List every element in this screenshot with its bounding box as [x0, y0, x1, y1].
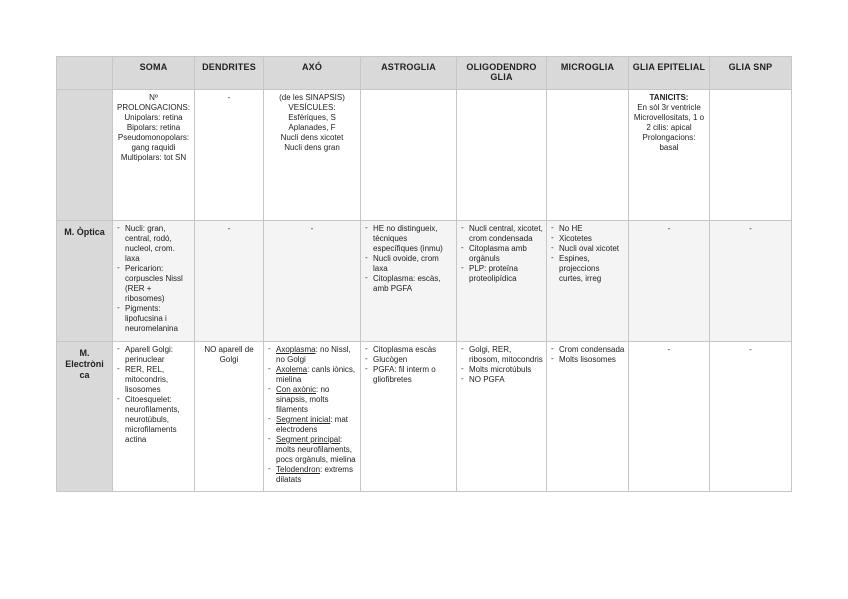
- list-item: - RER, REL, mitocondris, lisosomes: [116, 365, 191, 395]
- cell-line: 2 cilis: apical: [646, 123, 692, 132]
- term-description: : canls iònics, mielina: [276, 365, 356, 384]
- cell-glia-epitelial: [629, 90, 710, 221]
- cell-glia-epitelial: -: [629, 342, 710, 492]
- header-microglia: MICROGLIA: [547, 57, 629, 90]
- list-item: - Nucli central, xicotet, crom condensada: [460, 224, 543, 244]
- cell-line: Nucli dens gran: [284, 143, 340, 152]
- list-item: - Nucli: gran, central, rodó, nucleol, crom. laxa: [116, 224, 191, 264]
- list-item: - Espines, projeccions curtes, irreg: [550, 254, 625, 284]
- cell-line: Aplanades, F: [288, 123, 336, 132]
- row-electronica: [57, 342, 792, 492]
- cell-line: Esfèriques, S: [288, 113, 336, 122]
- bullet-list: [364, 345, 453, 385]
- histology-table: [56, 56, 792, 492]
- cell-line: Pseudomonopolars:: [117, 133, 190, 142]
- cell-line: Bipolars: retina: [126, 123, 181, 132]
- cell-dendrites: -: [195, 90, 264, 221]
- header-oligodendroglia: OLIGODENDRO GLIA: [457, 57, 547, 90]
- list-item: - Pigments: lipofucsina i neuromelanina: [116, 304, 191, 334]
- term: Con axònic: [276, 385, 317, 394]
- list-item: - No HE: [550, 224, 625, 234]
- list-item: [267, 385, 357, 415]
- term-description: : mat electrodens: [276, 415, 349, 434]
- list-item: [267, 435, 357, 465]
- cell-astroglia: [361, 221, 457, 342]
- term-description: : no sinapsis, molts filaments: [276, 385, 330, 414]
- list-item: - Molts microtúbuls: [460, 365, 543, 375]
- row-optica: [57, 221, 792, 342]
- cell-line: basal: [659, 143, 679, 152]
- header-corner: [57, 57, 113, 90]
- cell-oligodendroglia: [457, 221, 547, 342]
- list-item: - HE no distingueix, tècniques específiques (inmu): [364, 224, 453, 254]
- cell-dendrites: NO aparell de Golgi: [195, 342, 264, 492]
- header-glia-epitelial: GLIA EPITELIAL: [629, 57, 710, 90]
- cell-axo: [264, 342, 361, 492]
- header-glia-snp: GLIA SNP: [710, 57, 792, 90]
- list-item: - Citoplasma escàs: [364, 345, 453, 355]
- header-row: [57, 57, 792, 90]
- cell-oligodendroglia: [457, 342, 547, 492]
- header-axo: AXÓ: [264, 57, 361, 90]
- cell-line: Multipolars: tot SN: [120, 153, 187, 162]
- bullet-list: [460, 224, 543, 284]
- list-item: - Nucli oval xicotet: [550, 244, 625, 254]
- term: Axoplasma: [276, 345, 316, 354]
- header-soma: SOMA: [113, 57, 195, 90]
- list-item: - Golgi, RER, ribosom, mitocondris: [460, 345, 543, 365]
- cell-line: gang raquidi: [131, 143, 176, 152]
- list-item: - PGFA: fil interm o gliofibretes: [364, 365, 453, 385]
- cell-line: Microvellositats, 1 o: [633, 113, 705, 122]
- cell-line: Unipolars: retina: [124, 113, 183, 122]
- bullet-list: [116, 224, 191, 334]
- bullet-list: [364, 224, 453, 294]
- term: Segment principal: [276, 435, 341, 444]
- list-item: [267, 345, 357, 365]
- cell-glia-epitelial: -: [629, 221, 710, 342]
- list-item: - PLP: proteïna proteolipídica: [460, 264, 543, 284]
- row-label: [57, 90, 113, 221]
- row-label: M. Òptica: [57, 221, 113, 342]
- bullet-list: [116, 345, 191, 445]
- row-general: [57, 90, 792, 221]
- list-item: - NO PGFA: [460, 375, 543, 385]
- cell-axo: -: [264, 221, 361, 342]
- row-label: M. Electròni ca: [57, 342, 113, 492]
- cell-glia-snp: -: [710, 342, 792, 492]
- list-item: - Aparell Golgi: perinuclear: [116, 345, 191, 365]
- list-item: - Molts lisosomes: [550, 355, 625, 365]
- cell-line: PROLONGACIONS:: [117, 103, 190, 112]
- list-item: - Nucli ovoide, crom laxa: [364, 254, 453, 274]
- term-list: [267, 345, 357, 485]
- term: Telodendron: [276, 465, 321, 474]
- term: Axolema: [276, 365, 308, 374]
- term: Segment inicial: [276, 415, 331, 424]
- cell-microglia: [547, 342, 629, 492]
- cell-line: Nucli dens xicotet: [280, 133, 344, 142]
- term-description: : extrems dilatats: [276, 465, 353, 484]
- bullet-list: [460, 345, 543, 385]
- bullet-list: [550, 345, 625, 365]
- cell-astroglia: [361, 90, 457, 221]
- cell-glia-snp: -: [710, 221, 792, 342]
- cell-microglia: [547, 90, 629, 221]
- list-item: [267, 365, 357, 385]
- list-item: [267, 465, 357, 485]
- bullet-list: [550, 224, 625, 284]
- header-astroglia: ASTROGLIA: [361, 57, 457, 90]
- cell-microglia: [547, 221, 629, 342]
- cell-soma: [113, 221, 195, 342]
- term-description: : molts neurofilaments, pocs orgànuls, mielina: [276, 435, 356, 464]
- cell-soma: [113, 90, 195, 221]
- term-description: : no Nissl, no Golgi: [276, 345, 351, 364]
- cell-dendrites: -: [195, 221, 264, 342]
- list-item: - Citoplasma amb orgànuls: [460, 244, 543, 264]
- cell-oligodendroglia: [457, 90, 547, 221]
- tanicits-title: TANICITS:: [649, 93, 689, 102]
- tanicits-lines: [632, 103, 706, 153]
- cell-soma: [113, 342, 195, 492]
- list-item: - Glucògen: [364, 355, 453, 365]
- list-item: - Citoesquelet: neurofilaments, neurotúbuls, microfilaments actina: [116, 395, 191, 445]
- cell-line: (de les SINAPSIS): [279, 93, 345, 102]
- header-dendrites: DENDRITES: [195, 57, 264, 90]
- list-item: - Citoplasma: escàs, amb PGFA: [364, 274, 453, 294]
- cell-astroglia: [361, 342, 457, 492]
- cell-line: Prolongacions:: [642, 133, 696, 142]
- cell-axo: [264, 90, 361, 221]
- list-item: - Xicotetes: [550, 234, 625, 244]
- cell-glia-snp: [710, 90, 792, 221]
- list-item: [267, 415, 357, 435]
- list-item: - Crom condensada: [550, 345, 625, 355]
- cell-line: En sòl 3r ventricle: [637, 103, 701, 112]
- cell-line: Nº: [149, 93, 158, 102]
- cell-line: VESÍCULES:: [288, 103, 336, 112]
- list-item: - Pericarion: corpuscles Nissl (RER + ribosomes): [116, 264, 191, 304]
